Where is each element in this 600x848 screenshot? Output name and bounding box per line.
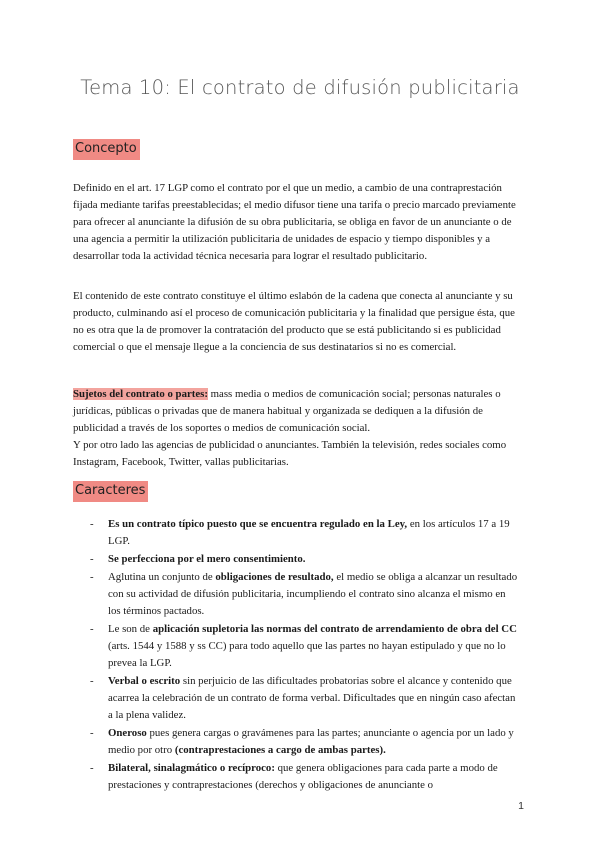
concepto-paragraph-1: Definido en el art. 17 LGP como el contrato por el que un medio, a cambio de una contraprestación fijada mediante tarifas preestablecidas; el medio difusor tiene una tarifa o precio marcado previamente para ofrecer al anunciante la difusión de su obra publicitaria, se obliga en favor de un anunciante o de una agencia a permitir la utilización publicitaria de unidades de espacio y tiempo disponibles y a desarrollar toda la actividad técnica necesaria para lograr el resultado publicitario. bbox=[73, 182, 516, 262]
sujetos-label: Sujetos del contrato o partes: bbox=[73, 388, 208, 400]
dash-bullet-icon: - bbox=[90, 675, 94, 687]
list-item: - Se perfecciona por el mero consentimiento. bbox=[88, 551, 520, 568]
list-item: - Es un contrato típico puesto que se encuentra regulado en la Ley, en los artículos 17 a 19 LGP. bbox=[90, 518, 510, 547]
dash-bullet-icon: - bbox=[90, 518, 94, 530]
list-item: - Verbal o escrito sin perjuicio de las dificultades probatorias sobre el alcance y contenido que acarrea la celebración de un contrato de forma verbal. Dificultades que en ningún caso afectan a la plena validez. bbox=[90, 675, 516, 721]
dash-bullet-icon: - bbox=[90, 553, 94, 565]
list-item: - Le son de aplicación supletoria las normas del contrato de arrendamiento de obra del CC (arts. 1544 y 1588 y ss CC) para todo aquello que las partes no hayan estipulado y que no lo prevea la LGP. bbox=[90, 623, 517, 669]
dash-bullet-icon: - bbox=[90, 571, 94, 583]
caracteres-list bbox=[88, 516, 520, 795]
dash-bullet-icon: - bbox=[90, 727, 94, 739]
sujetos-text-2: Y por otro lado las agencias de publicidad o anunciantes. También la televisión, redes sociales como Instagram, Facebook, Twitter, vallas publicitarias. bbox=[73, 439, 507, 468]
sujetos-paragraph bbox=[73, 386, 519, 471]
sujetos-text: mass media o medios de comunicación social; personas naturales o jurídicas, públicas o privadas que de manera habitual y organizada se dediquen a la difusión de publicidad a través de los soportes o medios de comunicación social. bbox=[73, 388, 501, 434]
section-heading-caracteres: Caracteres bbox=[73, 481, 148, 502]
page-number: 1 bbox=[518, 800, 524, 812]
list-item: - Bilateral, sinalagmático o recíproco: que genera obligaciones para cada parte a modo de prestaciones y contraprestaciones (derechos y obligaciones de anunciante o bbox=[90, 762, 498, 791]
concepto-paragraph-2: El contenido de este contrato constituye el último eslabón de la cadena que conecta al anunciante y su producto, culminando así el proceso de comunicación publicitaria y la finalidad que persigue ésta, que no es otra que la de promover la contratación del producto que se está publicitando si es publicidad comercial o que el mensaje llegue a la conciencia de sus destinatarios si no es comercial. bbox=[73, 290, 515, 353]
list-item: - Aglutina un conjunto de obligaciones de resultado, el medio se obliga a alcanzar un resultado con su actividad de difusión publicitaria, incumpliendo el contrato sino alcanza el mismo en los términos pactados. bbox=[90, 571, 518, 617]
list-item: - Oneroso pues genera cargas o gravámenes para las partes; anunciante o agencia por un lado y medio por otro (contraprestaciones a cargo de ambas partes). bbox=[90, 727, 514, 756]
dash-bullet-icon: - bbox=[90, 623, 94, 635]
dash-bullet-icon: - bbox=[90, 762, 94, 774]
page-title: Tema 10: El contrato de difusión publicitaria bbox=[80, 76, 520, 99]
section-heading-concepto: Concepto bbox=[73, 139, 140, 160]
